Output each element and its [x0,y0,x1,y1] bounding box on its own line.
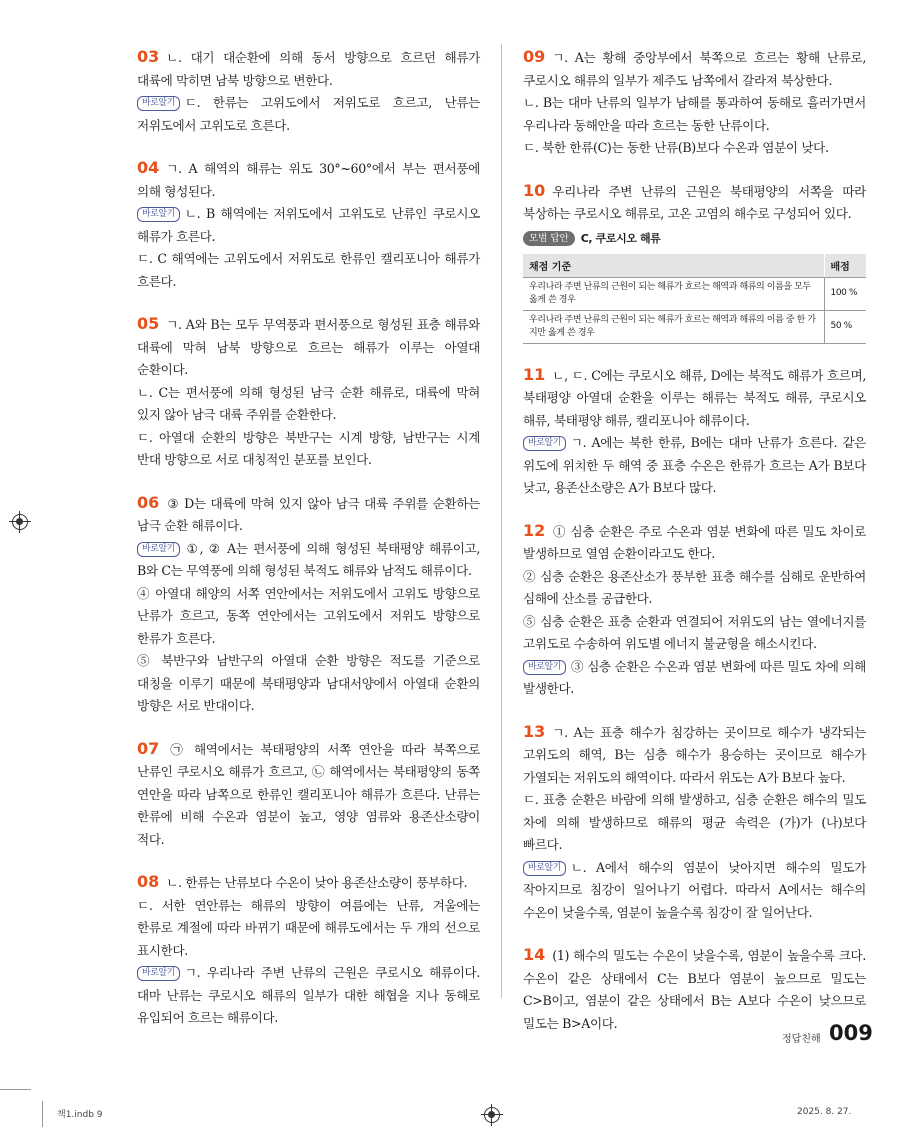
registration-mark-left [12,514,28,530]
answer-text [137,313,480,382]
answer-line: ③ 심층 순환은 수온과 염분 변화에 따른 밀도 차에 의해 발생한다. [523,658,866,696]
answer-text: ㄷ. 아열대 순환의 방향은 북반구는 시계 방향, 남반구는 시계 반대 방향으로 서로 대칭적인 분포를 보인다. [137,429,480,467]
check-tag: 바로알기 [137,96,180,111]
answer-text: ㄴ. B는 대마 난류의 일부가 남해를 통과하여 동해로 흘러가면서 우리나라 동해안을 따라 흐르는 동한 난류이다. [523,95,866,133]
answer-13 [523,721,866,925]
answer-text [137,538,480,583]
answer-text [523,364,866,433]
answer-text: ⑤ 심층 순환은 표층 순환과 연결되어 저위도의 남는 열에너지를 고위도로 수송하여 위도별 에너지 불균형을 해소시킨다. [523,613,866,651]
answer-05 [137,313,480,472]
answer-text: ② 심층 순환은 용존산소가 풍부한 표층 해수를 심해로 운반하여 심해에 산소를 공급한다. [523,568,866,606]
criteria-cell: 우리나라 주변 난류의 근원이 되는 해류가 흐르는 해역과 해류의 이름을 모두 옳게 쓴 경우 [523,277,824,310]
question-number: 05 [137,314,160,333]
table-row [523,310,866,343]
question-number: 03 [137,47,160,66]
model-answer-row [523,230,866,246]
answer-text: ㄴ. C는 편서풍에 의해 형성된 남극 순환 해류로, 대륙에 막혀 있지 않아 남극 대륙 주위를 순환한다. [137,384,480,422]
answer-line: ㄴ. B 해역에는 저위도에서 고위도로 난류인 쿠로시오 해류가 흐른다. [137,206,480,244]
right-column [523,46,866,1055]
question-number: 10 [523,180,546,200]
answer-04 [137,157,480,293]
check-tag: 바로알기 [523,660,566,675]
answer-text [523,520,866,566]
points-cell: 100 % [824,277,866,310]
check-tag: 바로알기 [137,542,180,557]
answer-text [137,962,480,1030]
table-row [523,277,866,310]
check-tag: 바로알기 [137,966,180,981]
answer-text [523,432,866,500]
answer-text [523,721,866,790]
answer-text [137,203,480,248]
slug-date: 2025. 8. 27. [797,1107,852,1117]
question-number: 07 [137,738,160,758]
answer-line: ㄱ. A에는 북한 한류, B에는 대마 난류가 흐른다. 같은 위도에 위치한 두 해역 중 표층 수온은 한류가 흐르는 A가 B보다 낮고, 용존산소량은 A가 B보다 많다. [523,435,866,495]
scoring-table-header [523,254,866,278]
answer-line: ㄱ. A는 황해 중앙부에서 북쪽으로 흐르는 황해 난류로, 쿠로시오 해류의 일부가 제주도 남쪽에서 갈라져 북상한다. [523,50,866,88]
answer-text: ⑤ 북반구와 남반구의 아열대 순환 방향은 적도를 기준으로 대칭을 이루기 때문에 북태평양과 남대서양에서 아열대 순환의 방향은 서로 반대이다. [137,653,480,713]
answer-line: ㄱ. A와 B는 모두 무역풍과 편서풍으로 형성된 표층 해류와 대륙에 막혀 남북 방향으로 흐르는 해류가 이루는 아열대 순환이다. [137,317,480,377]
answer-text [523,180,866,226]
page-number: 009 [829,1021,873,1045]
question-number: 11 [523,364,546,384]
scoring-table [523,254,866,344]
answer-12 [523,520,866,701]
answer-line: 우리나라 주변 난류의 근원은 북태평양의 서쪽을 따라 북상하는 쿠로시오 해류로, 고온 고염의 해수로 구성되어 있다. [523,183,866,221]
answer-11 [523,364,866,500]
answer-line: ③ D는 대륙에 막혀 있지 않아 남극 대륙 주위를 순환하는 남극 순환 해류이다. [137,495,480,533]
answer-text [137,738,480,852]
answer-line: ㄷ. 한류는 고위도에서 저위도로 흐르고, 난류는 저위도에서 고위도로 흐른다. [137,95,480,133]
answer-text: ㄷ. 표층 순환은 바람에 의해 발생하고, 심층 순환은 해수의 밀도 차에 의해 발생하므로 해류의 평균 속력은 (가)가 (나)보다 빠르다. [523,792,866,852]
model-answer-tag: 모범 답안 [523,231,575,246]
answer-line: ㄴ. A에서 해수의 염분이 낮아지면 해수의 밀도가 작아지므로 침강이 일어나기 어렵다. 따라서 A에서는 해수의 수온이 낮을수록, 염분이 높을수록 침강이 잘 일어난다. [523,859,866,920]
answer-line: ㄱ. 우리나라 주변 난류의 근원은 쿠로시오 해류이다. 대마 난류는 쿠로시오 해류의 일부가 대한 해협을 지나 동해로 유입되어 흐르는 해류이다. [137,965,480,1025]
answer-03 [137,46,480,137]
answer-10 [523,180,866,344]
answer-09 [523,46,866,160]
answer-line: ㄴ. 대기 대순환에 의해 동서 방향으로 흐르던 해류가 대륙에 막히면 남북 방향으로 변한다. [137,50,480,88]
answer-line: ㄴ, ㄷ. C에는 쿠로시오 해류, D에는 북적도 해류가 흐르며, 북태평양 아열대 순환을 이루는 해류는 북적도 해류, 쿠로시오 해류, 북태평양 해류, 캘리포니아 해류이다. [523,367,866,428]
answer-line: ㉠ 해역에서는 북태평양의 서쪽 연안을 따라 북쪽으로 난류인 쿠로시오 해류가 흐르고, ㉡ 해역에서는 북태평양의 동쪽 연안을 따라 남쪽으로 한류인 캘리포니아 해류가 흐른다. 난류는 한류에 비해 수온과 염분이 높고, 영양 염류와 용존산소량이 적다. [137,741,480,847]
check-tag: 바로알기 [523,436,566,451]
answer-text [523,944,866,1035]
answer-07 [137,738,480,852]
answer-06 [137,492,480,718]
answer-line: ㄱ. A 해역의 해류는 위도 30°~60°에서 부는 편서풍에 의해 형성된다. [137,161,480,199]
answer-line: (1) 해수의 밀도는 수온이 낮을수록, 염분이 높을수록 크다. 수온이 같은 상태에서 C는 B보다 염분이 높으므로 밀도는 C>B이고, 염분이 같은 상태에서 B는 A보다 수온이 낮으므로 밀도는 B>A이다. [523,948,866,1031]
answer-text [137,492,480,538]
answer-line: ①, ② A는 편서풍에 의해 형성된 북태평양 해류이고, B와 C는 무역풍에 의해 형성된 북적도 해류와 남적도 해류이다. [137,540,480,578]
slug-filename: 책1.indb 9 [57,1110,103,1120]
left-column [137,46,480,1050]
slug-divider [42,1101,43,1127]
answer-text: ㄷ. C 해역에는 고위도에서 저위도로 한류인 캘리포니아 해류가 흐른다. [137,251,480,289]
question-number: 06 [137,492,160,512]
criteria-cell: 우리나라 주변 난류의 근원이 되는 해류가 흐르는 해역과 해류의 이름 중 한 가지만 옳게 쓴 경우 [523,310,824,343]
criteria-header: 채점 기준 [523,254,824,278]
answer-text [137,46,480,92]
check-tag: 바로알기 [137,207,180,222]
answer-text: ㄷ. 북한 한류(C)는 동한 난류(B)보다 수온과 염분이 낮다. [523,140,829,155]
answer-text [523,46,866,92]
answer-line: ① 심층 순환은 주로 수온과 염분 변화에 따른 밀도 차이로 발생하므로 열염 순환이라고도 한다. [523,523,866,561]
answer-line: ㄱ. A는 표층 해수가 침강하는 곳이므로 해수가 냉각되는 고위도의 해역, B는 심층 해수가 용승하는 곳이므로 해수가 가열되는 저위도의 해역이다. 따라서 위도는 A가 B보다 높다. [523,724,866,785]
column-divider [501,44,502,998]
footer-section-label: 정답친해 [782,1034,821,1045]
check-tag: 바로알기 [523,861,566,876]
answer-14 [523,944,866,1035]
answer-text [523,857,866,925]
answer-text: ④ 아열대 해양의 서쪽 연안에서는 저위도에서 고위도 방향으로 난류가 흐르고, 동쪽 연안에서는 고위도에서 저위도 방향으로 한류가 흐른다. [137,585,480,646]
points-cell: 50 % [824,310,866,343]
answer-text [523,656,866,701]
question-number: 08 [137,872,160,891]
answer-line: ㄴ. 한류는 난류보다 수온이 낮아 용존산소량이 풍부하다. [166,875,468,890]
answer-text: ㄷ. 서한 연안류는 해류의 방향이 여름에는 난류, 겨울에는 한류로 계절에 따라 바뀌기 때문에 해류도에서는 두 개의 선으로 표시한다. [137,897,480,958]
answer-text [137,92,480,137]
question-number: 12 [523,520,546,540]
question-number: 14 [523,945,546,964]
question-number: 04 [137,158,160,177]
model-answer: C, 쿠로시오 해류 [580,231,661,245]
answer-08 [137,871,480,1030]
registration-mark-dot [488,1111,495,1118]
registration-mark-bottom [484,1107,500,1123]
question-number: 09 [523,47,546,66]
answer-text [137,871,480,895]
question-number: 13 [523,721,546,741]
registration-mark-dot [16,518,23,525]
points-header: 배점 [824,254,866,278]
answer-text [137,157,480,203]
trim-line [0,1089,31,1090]
